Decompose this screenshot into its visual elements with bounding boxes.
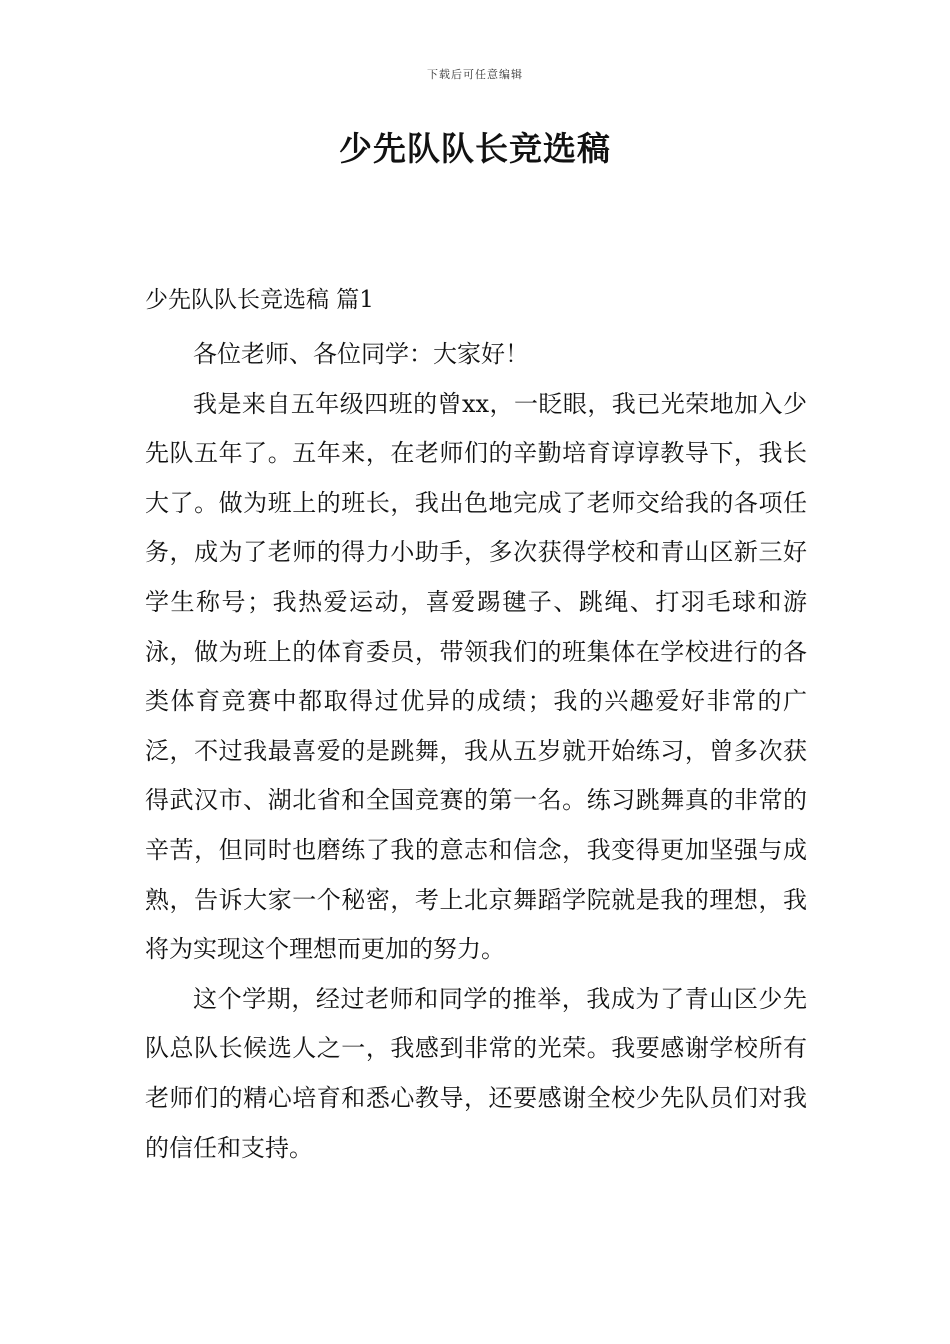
paragraph-greeting: 各位老师、各位同学：大家好！: [193, 340, 529, 368]
header-note: 下载后可任意编辑: [427, 68, 523, 81]
document-title: 少先队队长竞选稿: [339, 129, 611, 168]
document-body: [145, 330, 807, 1173]
section-heading: 少先队队长竞选稿 篇1: [145, 287, 374, 313]
paragraph-candidacy: 这个学期，经过老师和同学的推举，我成为了青山区少先队总队长候选人之一，我感到非常的光荣。我要感谢学校所有老师们的精心培育和悉心教导，还要感谢全校少先队员们对我的信任和支持。: [145, 984, 807, 1162]
paragraph-introduction: 我是来自五年级四班的曾xx，一眨眼，我已光荣地加入少先队五年了。五年来，在老师们的辛勤培育谆谆教导下，我长大了。做为班上的班长，我出色地完成了老师交给我的各项任务，成为了老师的得力小助手，多次获得学校和青山区新三好学生称号；我热爱运动，喜爱踢毽子、跳绳、打羽毛球和游泳，做为班上的体育委员，带领我们的班集体在学校进行的各类体育竞赛中都取得过优异的成绩；我的兴趣爱好非常的广泛，不过我最喜爱的是跳舞，我从五岁就开始练习，曾多次获得武汉市、湖北省和全国竞赛的第一名。练习跳舞真的非常的辛苦，但同时也磨练了我的意志和信念，我变得更加坚强与成熟，告诉大家一个秘密，考上北京舞蹈学院就是我的理想，我将为实现这个理想而更加的努力。: [145, 389, 807, 964]
